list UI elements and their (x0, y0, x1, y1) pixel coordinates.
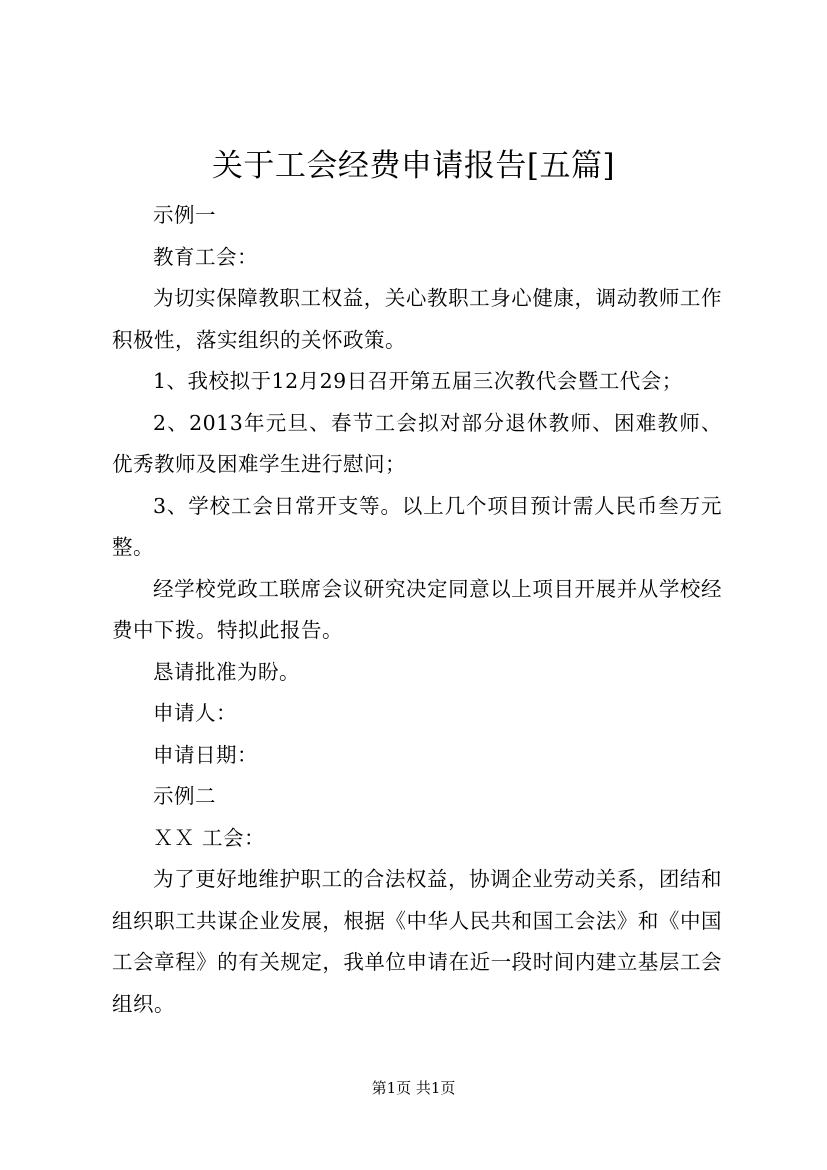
paragraph-item-1: 1、我校拟于12月29日召开第五届三次教代会暨工代会； (153, 369, 683, 393)
paragraph-application-date: 申请日期： (153, 742, 258, 767)
paragraph-salutation-xx-union: ＸＸ 工会： (153, 825, 266, 850)
paragraph-applicant: 申请人： (153, 701, 237, 725)
paragraph-salutation-education-union: 教育工会： (153, 244, 258, 269)
page-number-footer: 第1页 共1页 (371, 1079, 456, 1097)
paragraph-request-approval: 恳请批准为盼。 (153, 659, 300, 684)
paragraph-establish-union: 为了更好地维护职工的合法权益，协调企业劳动关系，团结和组织职工共谋企业发展，根据《中华人民共和国工会法》和《中国工会章程》的有关规定，我单位申请在近一段时间内建立基层工会组织。 (112, 867, 722, 1016)
paragraph-purpose: 为切实保障教职工权益，关心教职工身心健康，调动教师工作积极性，落实组织的关怀政策。 (112, 286, 722, 352)
paragraph-decision: 经学校党政工联席会议研究决定同意以上项目开展并从学校经费中下拨。特拟此报告。 (112, 576, 722, 642)
paragraph-example-two-heading: 示例二 (153, 784, 216, 808)
paragraph-example-one-heading: 示例一 (153, 203, 216, 227)
document-body (112, 195, 722, 1025)
paragraph-item-2: 2、2013年元旦、春节工会拟对部分退休教师、困难教师、优秀教师及困难学生进行慰问； (112, 410, 722, 476)
paragraph-item-3: 3、学校工会日常开支等。以上几个项目预计需人民币叁万元整。 (112, 493, 722, 559)
document-title: 关于工会经费申请报告[五篇] (211, 148, 616, 184)
